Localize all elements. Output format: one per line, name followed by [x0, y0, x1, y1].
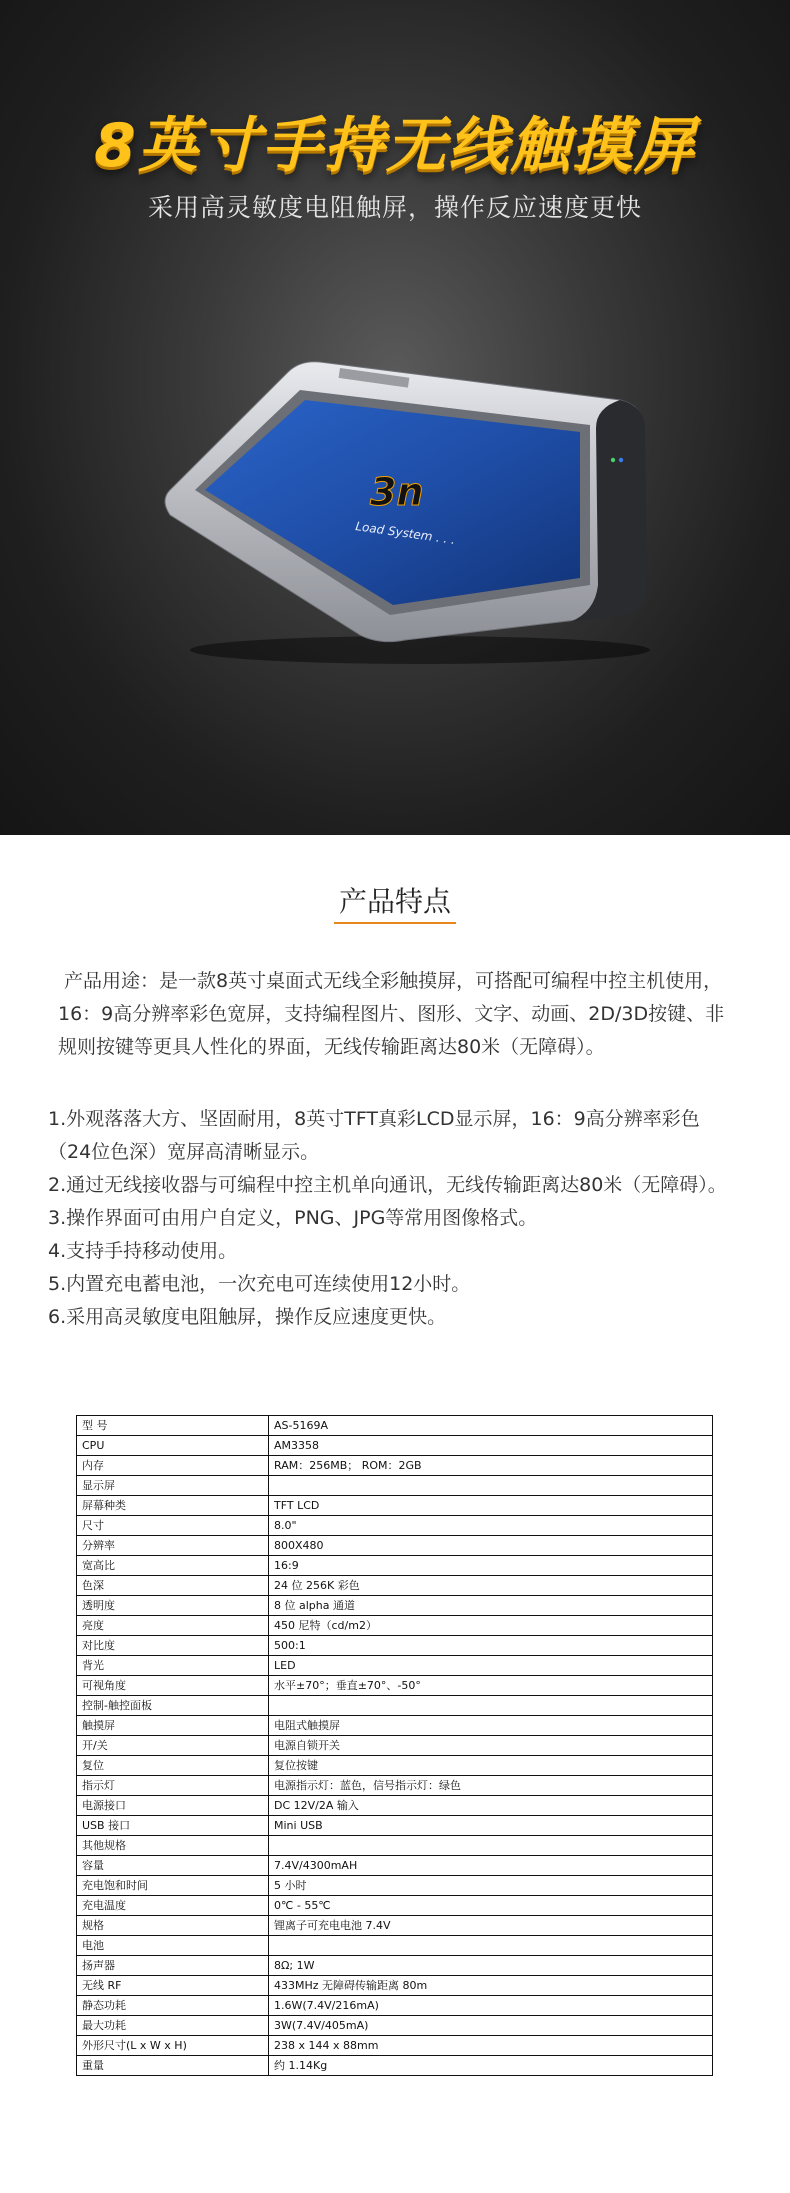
spec-value: DC 12V/2A 输入: [269, 1796, 713, 1816]
spec-value: [269, 1836, 713, 1856]
spec-row: [77, 1816, 713, 1836]
spec-key: 对比度: [77, 1636, 269, 1656]
spec-row: [77, 1516, 713, 1536]
spec-key: 屏幕种类: [77, 1496, 269, 1516]
spec-value: 电源指示灯：蓝色，信号指示灯：绿色: [269, 1776, 713, 1796]
hero-title: 8英寸手持无线触摸屏: [94, 111, 696, 181]
spec-key: 最大功耗: [77, 2016, 269, 2036]
spec-key: 尺寸: [77, 1516, 269, 1536]
spec-value: AS-5169A: [269, 1416, 713, 1436]
spec-key: 透明度: [77, 1596, 269, 1616]
spec-value: 8 位 alpha 通道: [269, 1596, 713, 1616]
feature-item: 6.采用高灵敏度电阻触屏，操作反应速度更快。: [48, 1306, 447, 1328]
spec-key: USB 接口: [77, 1816, 269, 1836]
spec-key: 其他规格: [77, 1836, 269, 1856]
hero-banner: [0, 0, 790, 835]
spec-row: [77, 1696, 713, 1716]
spec-key: 电池: [77, 1936, 269, 1956]
spec-value: TFT LCD: [269, 1496, 713, 1516]
spec-row: [77, 1776, 713, 1796]
hero-subtitle: 采用高灵敏度电阻触屏，操作反应速度更快: [147, 193, 642, 222]
spec-key: 重量: [77, 2056, 269, 2076]
spec-row: [77, 1656, 713, 1676]
spec-row: [77, 1596, 713, 1616]
spec-value: 0℃ - 55℃: [269, 1896, 713, 1916]
spec-row: [77, 1876, 713, 1896]
feature-item: 4.支持手持移动使用。: [48, 1240, 238, 1262]
spec-row: [77, 1896, 713, 1916]
touch-panel-device-image: [150, 350, 660, 670]
spec-row: [77, 1556, 713, 1576]
spec-value: [269, 1696, 713, 1716]
spec-row: [77, 1936, 713, 1956]
spec-row: [77, 1496, 713, 1516]
spec-key: 背光: [77, 1656, 269, 1676]
spec-row: [77, 1796, 713, 1816]
spec-key: CPU: [77, 1436, 269, 1456]
heading-underline: [334, 922, 456, 924]
screen-load-text: Load System . . .: [354, 519, 457, 547]
spec-row: [77, 1836, 713, 1856]
spec-value: 16:9: [269, 1556, 713, 1576]
spec-value: 电阻式触摸屏: [269, 1716, 713, 1736]
spec-row: [77, 1756, 713, 1776]
spec-value: 500:1: [269, 1636, 713, 1656]
spec-value: 锂离子可充电电池 7.4V: [269, 1916, 713, 1936]
feature-item: 3.操作界面可由用户自定义，PNG、JPG等常用图像格式。: [48, 1207, 538, 1229]
spec-key: 宽高比: [77, 1556, 269, 1576]
spec-value: AM3358: [269, 1436, 713, 1456]
spec-key: 复位: [77, 1756, 269, 1776]
spec-row: [77, 1976, 713, 1996]
spec-value: RAM：256MB； ROM：2GB: [269, 1456, 713, 1476]
spec-key: 开/关: [77, 1736, 269, 1756]
spec-key: 亮度: [77, 1616, 269, 1636]
spec-row: [77, 1636, 713, 1656]
spec-value: 7.4V/4300mAH: [269, 1856, 713, 1876]
spec-key: 分辨率: [77, 1536, 269, 1556]
spec-row: [77, 1616, 713, 1636]
spec-key: 无线 RF: [77, 1976, 269, 1996]
spec-row: [77, 1476, 713, 1496]
feature-item: 1.外观落落大方、坚固耐用，8英寸TFT真彩LCD显示屏，16：9高分辨率彩色（24位色深）宽屏高清晰显示。: [48, 1108, 700, 1163]
spec-value: 电源自锁开关: [269, 1736, 713, 1756]
spec-row: [77, 1956, 713, 1976]
spec-row: [77, 2036, 713, 2056]
screen-logo: 3n: [370, 470, 424, 514]
spec-value: LED: [269, 1656, 713, 1676]
spec-row: [77, 1996, 713, 2016]
spec-row: [77, 1416, 713, 1436]
spec-value: 复位按键: [269, 1756, 713, 1776]
spec-key: 型 号: [77, 1416, 269, 1436]
spec-value: [269, 1936, 713, 1956]
spec-value: 238 x 144 x 88mm: [269, 2036, 713, 2056]
spec-key: 充电饱和时间: [77, 1876, 269, 1896]
spec-row: [77, 2056, 713, 2076]
spec-value: 约 1.14Kg: [269, 2056, 713, 2076]
spec-value: Mini USB: [269, 1816, 713, 1836]
product-intro: 产品用途：是一款8英寸桌面式无线全彩触摸屏，可搭配可编程中控主机使用，16：9高分辨率彩色宽屏，支持编程图片、图形、文字、动画、2D/3D按键、非规则按键等更具人性化的界面，无线传输距离达80米（无障碍）。: [58, 970, 725, 1058]
spec-row: [77, 1736, 713, 1756]
spec-value: 3W(7.4V/405mA): [269, 2016, 713, 2036]
spec-value: 8.0": [269, 1516, 713, 1536]
spec-value: 433MHz 无障碍传输距离 80m: [269, 1976, 713, 1996]
spec-key: 显示屏: [77, 1476, 269, 1496]
spec-row: [77, 1576, 713, 1596]
spec-value: 450 尼特（cd/m2）: [269, 1616, 713, 1636]
spec-key: 指示灯: [77, 1776, 269, 1796]
feature-list: [48, 1103, 738, 1334]
spec-key: 充电温度: [77, 1896, 269, 1916]
feature-item: 2.通过无线接收器与可编程中控主机单向通讯，无线传输距离达80米（无障碍）。: [48, 1174, 727, 1196]
spec-key: 内存: [77, 1456, 269, 1476]
spec-value: 1.6W(7.4V/216mA): [269, 1996, 713, 2016]
spec-row: [77, 1456, 713, 1476]
spec-value: [269, 1476, 713, 1496]
spec-value: 800X480: [269, 1536, 713, 1556]
spec-key: 色深: [77, 1576, 269, 1596]
spec-table: [76, 1415, 713, 2076]
features-heading: 产品特点: [338, 885, 451, 918]
spec-key: 外形尺寸(L x W x H): [77, 2036, 269, 2056]
spec-key: 电源接口: [77, 1796, 269, 1816]
spec-key: 控制-触控面板: [77, 1696, 269, 1716]
spec-key: 可视角度: [77, 1676, 269, 1696]
spec-key: 静态功耗: [77, 1996, 269, 2016]
spec-row: [77, 1856, 713, 1876]
spec-key: 扬声器: [77, 1956, 269, 1976]
spec-row: [77, 1436, 713, 1456]
spec-key: 触摸屏: [77, 1716, 269, 1736]
spec-row: [77, 1676, 713, 1696]
spec-value: 8Ω; 1W: [269, 1956, 713, 1976]
spec-value: 24 位 256K 彩色: [269, 1576, 713, 1596]
spec-row: [77, 2016, 713, 2036]
spec-row: [77, 1916, 713, 1936]
spec-row: [77, 1536, 713, 1556]
feature-item: 5.内置充电蓄电池，一次充电可连续使用12小时。: [48, 1273, 471, 1295]
spec-key: 容量: [77, 1856, 269, 1876]
spec-key: 规格: [77, 1916, 269, 1936]
spec-value: 5 小时: [269, 1876, 713, 1896]
spec-value: 水平±70°；垂直±70°、-50°: [269, 1676, 713, 1696]
spec-row: [77, 1716, 713, 1736]
